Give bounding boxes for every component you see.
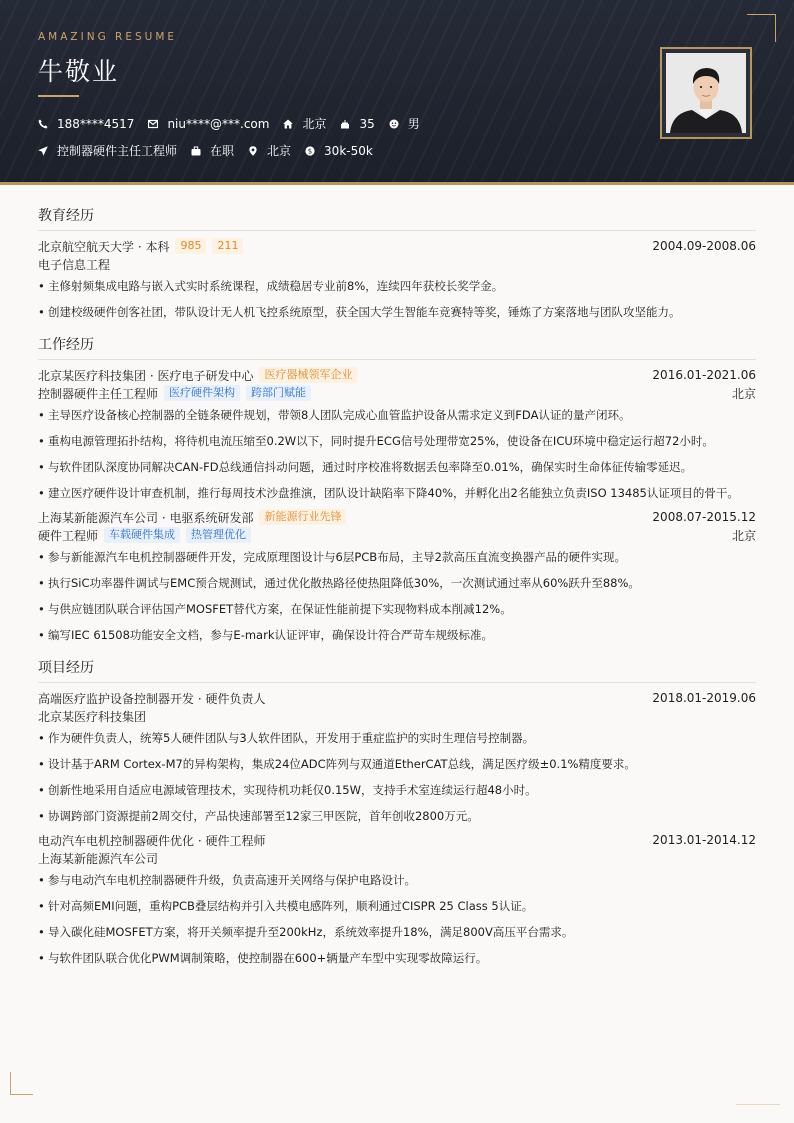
resume-body [38, 206, 756, 981]
status-item [191, 142, 234, 159]
work-header-left [38, 367, 357, 384]
project-section [38, 658, 756, 969]
list-item: • 重构电源管理拓扑结构，将待机电流压缩至0.2W以下，同时提升ECG信号处理带宽25%，使设备在ICU环境中稳定运行超72小时。 [38, 430, 756, 452]
project-org-row [38, 849, 756, 867]
list-item: • 设计基于ARM Cortex-M7的异构架构，集成24位ADC阵列与双通道EtherCAT总线，满足医疗级±0.1%精度要求。 [38, 753, 756, 775]
project-bullets [38, 869, 756, 969]
money-icon [305, 146, 315, 156]
list-item: • 主导医疗设备核心控制器的全链条硬件规划，带领8人团队完成心血管监护设备从需求定义到FDA认证的量产闭环。 [38, 404, 756, 426]
avatar-photo [666, 53, 746, 133]
role-tag: 热管理优化 [186, 527, 251, 543]
education-date: 2004.09-2008.06 [652, 239, 756, 253]
project-date: 2013.01-2014.12 [652, 833, 756, 847]
work-date: 2008.07-2015.12 [652, 510, 756, 524]
target-city-item [248, 142, 291, 159]
hometown-item [283, 115, 326, 132]
work-header-left [38, 509, 346, 526]
work-bullets [38, 546, 756, 646]
section-title-projects: 项目经历 [38, 658, 756, 683]
project-name: 电动汽车电机控制器硬件优化 · 硬件工程师 [38, 833, 266, 848]
age-text: 35 [359, 116, 375, 131]
list-item: • 编写IEC 61508功能安全文档，参与E-mark认证评审，确保设计符合严苛车规级标准。 [38, 624, 756, 646]
status-text: 在职 [210, 144, 235, 158]
phone-item [38, 117, 134, 131]
list-item: • 与软件团队深度协同解决CAN-FD总线通信抖动问题，通过时序校准将数据丢包率降至0.01%，确保实时生命体征传输零延迟。 [38, 456, 756, 478]
email-text: niu****@***.com [167, 116, 270, 131]
target-city-text: 北京 [267, 144, 292, 158]
work-bullets [38, 404, 756, 504]
project-bullets [38, 727, 756, 827]
target-position-text: 控制器硬件主任工程师 [57, 144, 178, 158]
section-title-education: 教育经历 [38, 206, 756, 231]
location-pin-icon [248, 146, 258, 156]
company-name: 上海某新能源汽车公司 · 电驱系统研发部 [38, 510, 254, 525]
phone-icon [38, 119, 48, 129]
mail-icon [148, 119, 158, 129]
education-entry [38, 237, 756, 323]
gender-item [389, 115, 420, 132]
avatar [660, 47, 752, 139]
briefcase-icon [191, 146, 201, 156]
work-entry [38, 508, 756, 646]
svg-text:$: $ [307, 147, 313, 156]
list-item: • 参与新能源汽车电机控制器硬件开发，完成原理图设计与6层PCB布局，主导2款高压直流变换器产品的硬件实现。 [38, 546, 756, 568]
work-location: 北京 [731, 386, 756, 401]
job-intent-row [38, 142, 387, 159]
education-section [38, 206, 756, 323]
list-item: • 针对高频EMI问题，重构PCB叠层结构并引入共模电感阵列，顺利通过CISPR 25 Class 5认证。 [38, 895, 756, 917]
education-bullets [38, 275, 756, 323]
education-header-left [38, 238, 243, 255]
list-item: • 与供应链团队联合评估国产MOSFET替代方案，在保证性能前提下实现物料成本削减12%。 [38, 598, 756, 620]
send-icon [38, 146, 48, 156]
list-item: • 作为硬件负责人，统筹5人硬件团队与3人软件团队，开发用于重症监护的实时生理信号控制器。 [38, 727, 756, 749]
header-gold-divider [0, 182, 794, 185]
role-tag: 医疗硬件架构 [164, 385, 240, 401]
resume-tagline: AMAZING RESUME [38, 31, 178, 43]
school-name: 北京航空航天大学 · 本科 [38, 239, 170, 254]
project-org: 北京某医疗科技集团 [38, 709, 147, 724]
cake-icon [340, 119, 350, 129]
list-item: • 主修射频集成电路与嵌入式实时系统课程，成绩稳居专业前8%，连续四年获校长奖学金。 [38, 275, 756, 297]
role-row [38, 384, 756, 402]
work-entry [38, 366, 756, 504]
list-item: • 协调跨部门资源提前2周交付，产品快速部署至12家三甲医院，首年创收2800万元。 [38, 805, 756, 827]
footer-line [736, 1104, 780, 1105]
list-item: • 参与电动汽车电机控制器硬件升级，负责高速开关网络与保护电路设计。 [38, 869, 756, 891]
salary-item [305, 144, 373, 158]
role-row [38, 526, 756, 544]
work-location: 北京 [731, 528, 756, 543]
job-role: 控制器硬件主任工程师 [38, 386, 159, 401]
company-name: 北京某医疗科技集团 · 医疗电子研发中心 [38, 368, 254, 383]
project-entry [38, 831, 756, 969]
project-date: 2018.01-2019.06 [652, 691, 756, 705]
section-title-work: 工作经历 [38, 335, 756, 360]
role-tag: 车载硬件集成 [104, 527, 180, 543]
work-header-row [38, 508, 756, 526]
role-tag: 跨部门赋能 [246, 385, 311, 401]
list-item: • 创建校级硬件创客社团，带队设计无人机飞控系统原型，获全国大学生智能车竞赛特等奖，锤炼了方案落地与团队攻坚能力。 [38, 301, 756, 323]
company-tag: 医疗器械领军企业 [259, 367, 357, 383]
work-date: 2016.01-2021.06 [652, 368, 756, 382]
project-name: 高端医疗监护设备控制器开发 · 硬件负责人 [38, 691, 266, 706]
list-item: • 创新性地采用自适应电源域管理技术，实现待机功耗仅0.15W，支持手术室连续运行超48小时。 [38, 779, 756, 801]
education-header-row [38, 237, 756, 255]
role-left [38, 527, 251, 544]
project-header-row [38, 831, 756, 849]
role-left [38, 385, 311, 402]
list-item: • 与软件团队联合优化PWM调制策略，使控制器在600+辆量产车型中实现零故障运行。 [38, 947, 756, 969]
job-role: 硬件工程师 [38, 528, 99, 543]
major-row [38, 255, 756, 273]
work-section [38, 335, 756, 646]
target-position-item [38, 142, 177, 159]
project-org-row [38, 707, 756, 725]
project-entry [38, 689, 756, 827]
work-header-row [38, 366, 756, 384]
list-item: • 执行SiC功率器件调试与EMC预合规测试，通过优化散热路径使热阻降低30%，一次测试通过率从60%跃升至88%。 [38, 572, 756, 594]
school-tag: 211 [212, 238, 243, 254]
header-banner [0, 0, 794, 184]
hometown-text: 北京 [302, 117, 327, 131]
project-org: 上海某新能源汽车公司 [38, 851, 159, 866]
name-underline [38, 95, 79, 97]
age-item [340, 117, 374, 131]
corner-ornament [10, 1072, 33, 1095]
list-item: • 建立医疗硬件设计审查机制，推行每周技术沙盘推演，团队设计缺陷率下降40%，并孵化出2名能独立负责ISO 13485认证项目的骨干。 [38, 482, 756, 504]
corner-ornament [747, 14, 776, 42]
candidate-name: 牛敬业 [38, 57, 120, 86]
major: 电子信息工程 [38, 257, 111, 272]
salary-text: 30k-50k [324, 143, 373, 158]
email-item [148, 117, 269, 131]
school-tag: 985 [175, 238, 206, 254]
list-item: • 导入碳化硅MOSFET方案，将开关频率提升至200kHz，系统效率提升18%，满足800V高压平台需求。 [38, 921, 756, 943]
project-header-row [38, 689, 756, 707]
phone-text: 188****4517 [57, 116, 135, 131]
gender-text: 男 [407, 117, 420, 131]
company-tag: 新能源行业先锋 [259, 509, 346, 525]
gender-icon [389, 119, 399, 129]
home-icon [283, 119, 293, 129]
contact-row [38, 115, 434, 132]
